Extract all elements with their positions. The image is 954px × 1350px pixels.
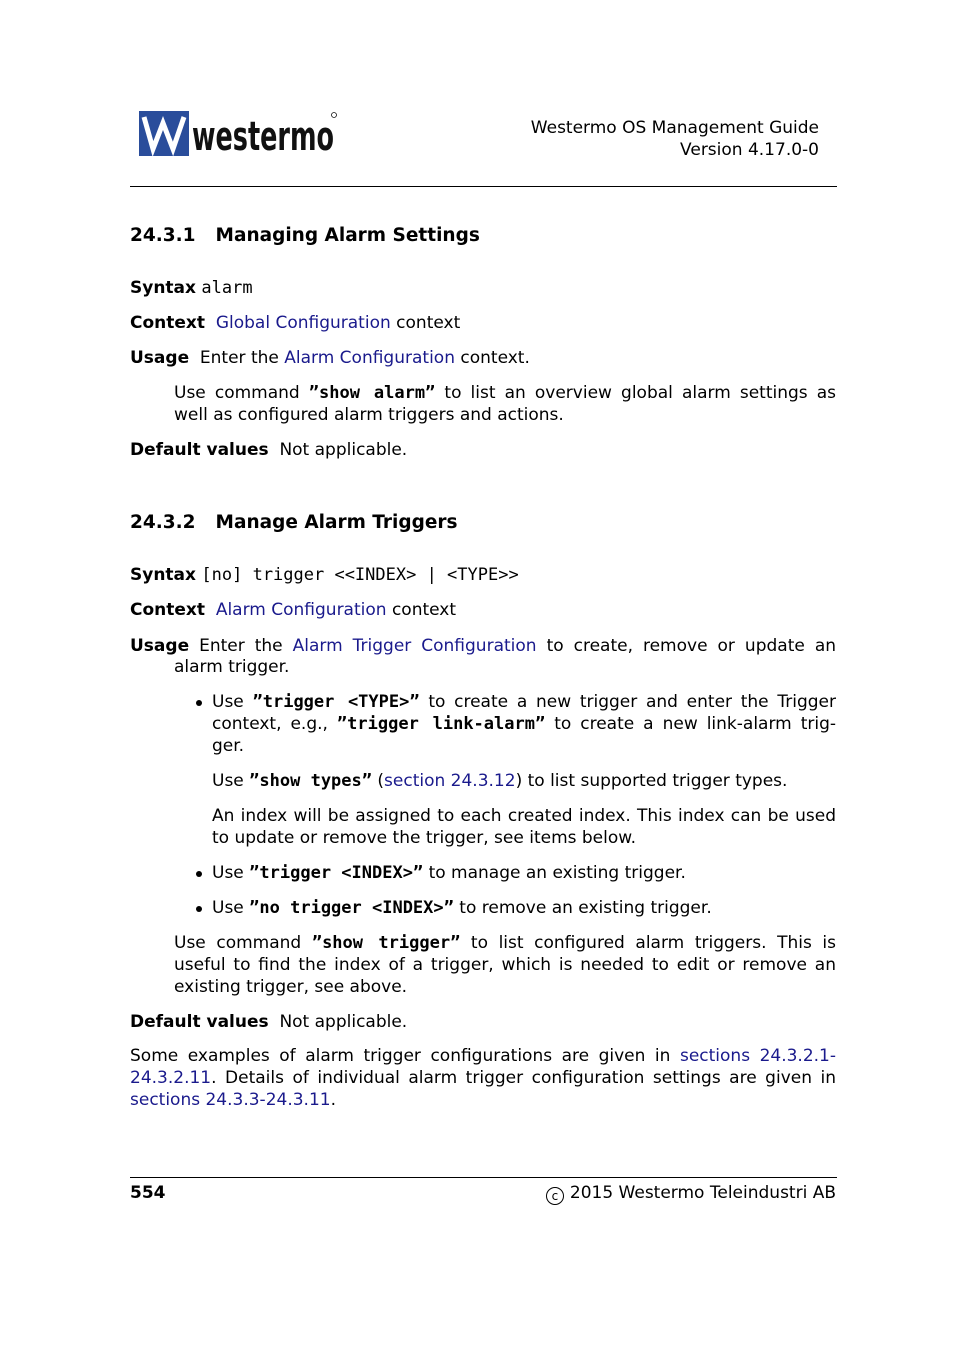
s2-syntax: Syntax [no] trigger <<INDEX> | <TYPE>> [130,565,519,585]
s2-show-trigger-l2: useful to find the index of a trigger, which is needed to edit or remove an [174,955,836,975]
examples-l2: 24.3.2.11. Details of individual alarm trigger configuration settings are given in [130,1068,836,1088]
s1-usage: Usage Enter the Alarm Configuration context. [130,348,530,368]
bullet-1-l1: Use ”trigger <TYPE>” to create a new trigger and enter the Trigger [212,692,836,712]
s2-usage: Usage Enter the Alarm Trigger Configuration to create, remove or update an [130,636,837,656]
bullet-icon [196,871,202,877]
footer-rule [130,1177,837,1178]
page-number: 554 [130,1183,166,1203]
copyright: c 2015 Westermo Teleindustri AB [546,1182,836,1205]
bullet-1-l2: context, e.g., ”trigger link-alarm” to create a new link-alarm trig- [212,714,837,734]
bullet-icon [196,906,202,912]
examples-l1: Some examples of alarm trigger configurations are given in sections 24.3.2.1- [130,1046,836,1066]
s1-usage-paragraph: Use command ”show alarm” to list an overview global alarm settings as [174,383,837,403]
s1-default-values: Default values Not applicable. [130,440,408,460]
s2-usage-l2: alarm trigger. [174,657,290,677]
bullet-1-index-l1: An index will be assigned to each created index. This index can be used [212,806,836,826]
bullet-1-l3: ger. [212,736,245,756]
s2-context: Context Alarm Configuration context [130,600,457,620]
link-alarm-configuration[interactable]: Alarm Configuration [284,348,455,368]
bullet-2: Use ”trigger <INDEX>” to manage an existing trigger. [212,863,686,883]
section-heading-24-3-2: 24.3.2 Manage Alarm Triggers [130,512,458,533]
s1-context: Context Global Configuration context [130,313,461,333]
s2-default-values: Default values Not applicable. [130,1012,408,1032]
link-sections-24-3-3-24-3-11[interactable]: sections 24.3.3-24.3.11 [130,1090,331,1110]
link-alarm-configuration-2[interactable]: Alarm Configuration [215,600,387,620]
header-rule [130,186,837,187]
link-24-3-2-11[interactable]: 24.3.2.11 [130,1068,212,1088]
bullet-1-index-l2: to update or remove the trigger, see items below. [212,828,637,848]
westermo-logo [139,109,339,160]
link-sections-24-3-2-1[interactable]: sections 24.3.2.1- [679,1046,836,1066]
guide-title: Westermo OS Management Guide [530,118,819,138]
examples-l3: sections 24.3.3-24.3.11. [130,1090,336,1110]
copyright-icon: c [546,1187,564,1205]
section-heading-24-3-1: 24.3.1 Managing Alarm Settings [130,225,480,246]
svg-text:westermo: westermo [192,114,334,160]
guide-version: Version 4.17.0-0 [680,140,819,160]
s2-show-trigger-l1: Use command ”show trigger” to list configured alarm triggers. This is [174,933,837,953]
bullet-icon [196,700,202,706]
link-section-24-3-12[interactable]: section 24.3.12 [384,771,516,791]
s2-show-trigger-l3: existing trigger, see above. [174,977,408,997]
s1-usage-paragraph-l2: well as configured alarm triggers and actions. [174,405,564,425]
s1-syntax: Syntax alarm [130,278,253,298]
link-alarm-trigger-configuration[interactable]: Alarm Trigger Configuration [292,636,537,656]
bullet-1-show-types: Use ”show types” (section 24.3.12) to list supported trigger types. [212,771,788,791]
bullet-3: Use ”no trigger <INDEX>” to remove an existing trigger. [212,898,712,918]
link-global-configuration[interactable]: Global Configuration [215,313,391,333]
